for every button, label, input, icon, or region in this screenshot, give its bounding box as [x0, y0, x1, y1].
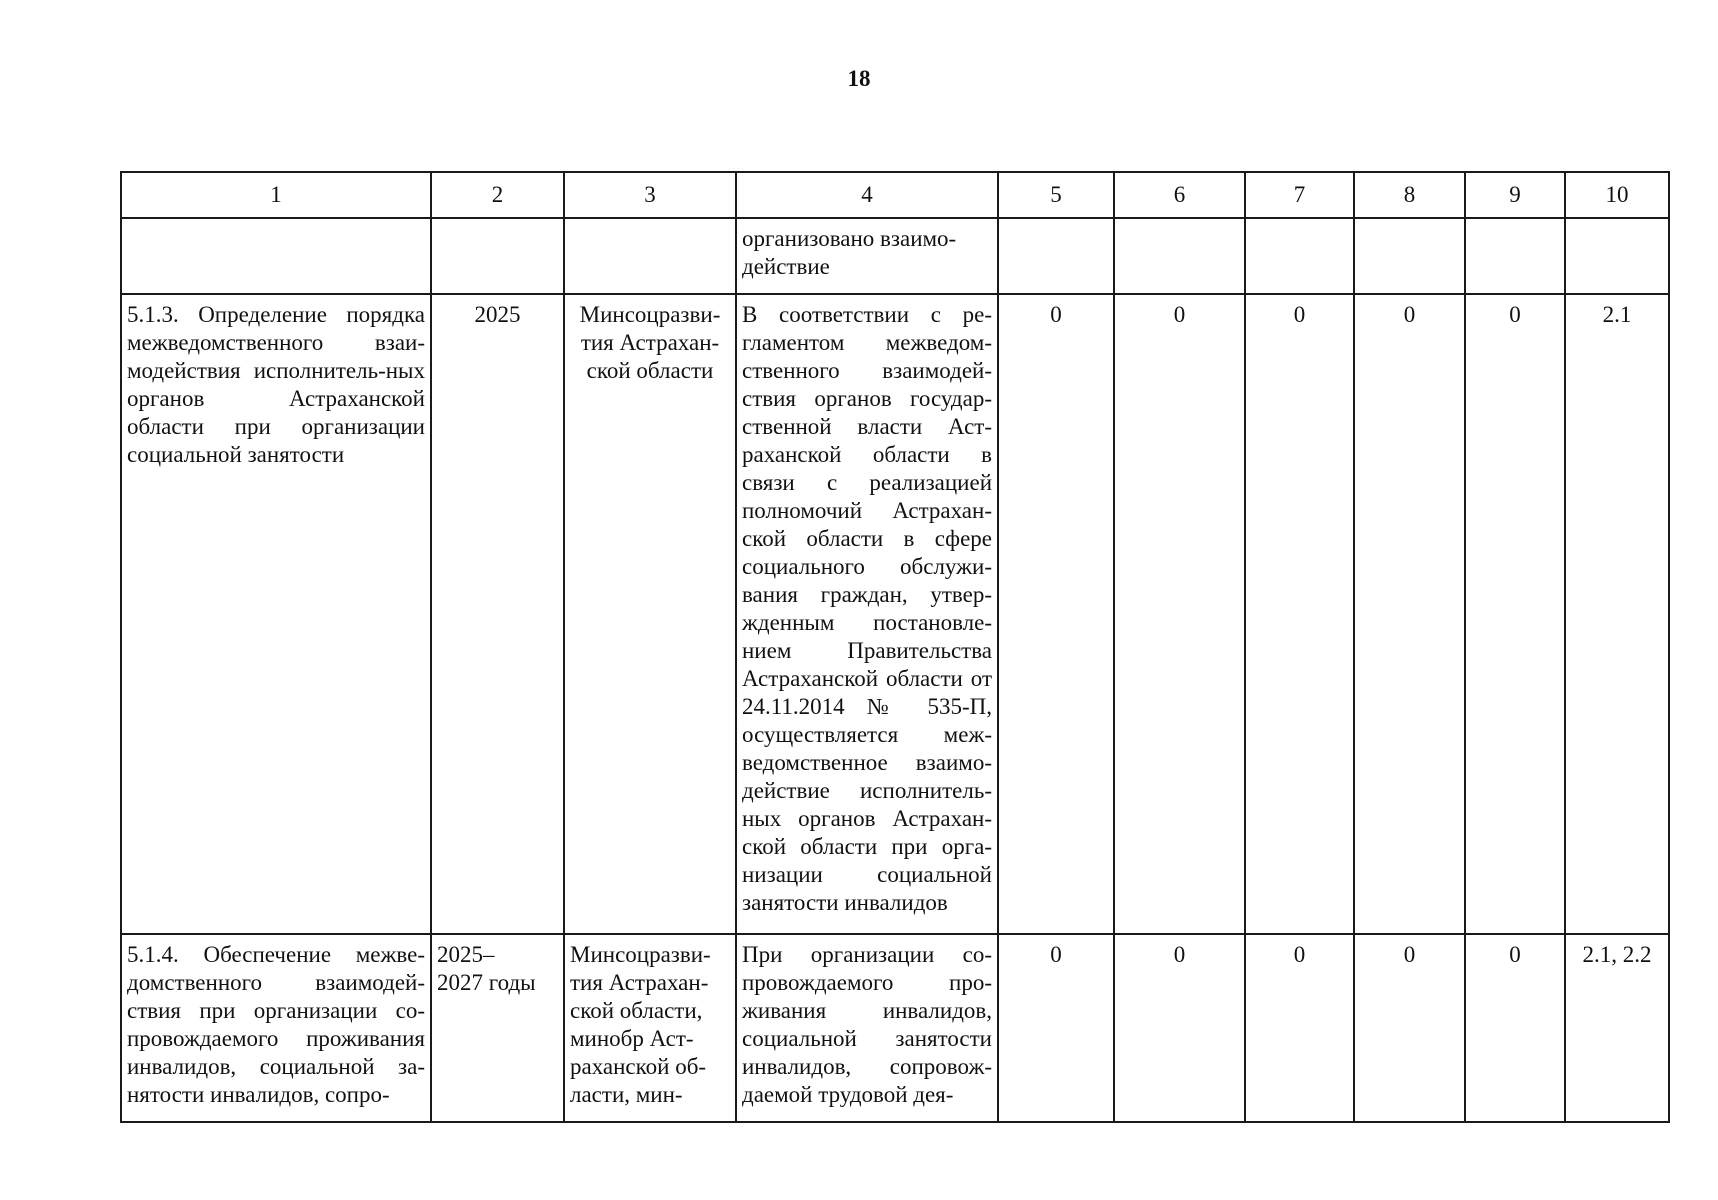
table-cell-result: организовано взаимо- действие — [736, 218, 998, 294]
table-cell-col9: 0 — [1465, 934, 1565, 1122]
column-header-4: 4 — [736, 172, 998, 218]
table-cell-executor: Минсоцразви- тия Астрахан- ской области, минобр Аст- раханской об- ласти, мин- — [564, 934, 736, 1122]
table-row-5-1-4 — [121, 934, 1669, 1122]
table-cell-col9 — [1465, 218, 1565, 294]
column-header-2: 2 — [431, 172, 564, 218]
table-cell-measure: 5.1.3. Определение порядка межведомственного взаи-модействия исполнитель-ных органов Астраханской области при организации социальной занятости — [121, 294, 431, 934]
column-header-6: 6 — [1114, 172, 1245, 218]
table-cell-col9: 0 — [1465, 294, 1565, 934]
table-cell-period: 2025– 2027 годы — [431, 934, 564, 1122]
table-cell-col8: 0 — [1354, 934, 1465, 1122]
table-cell-col7 — [1245, 218, 1354, 294]
column-header-9: 9 — [1465, 172, 1565, 218]
table-cell-col10: 2.1, 2.2 — [1565, 934, 1669, 1122]
table-row-continuation — [121, 218, 1669, 294]
table-cell-col5: 0 — [998, 934, 1114, 1122]
table-cell-col8 — [1354, 218, 1465, 294]
table-cell-period: 2025 — [431, 294, 564, 934]
column-header-1: 1 — [121, 172, 431, 218]
table-cell-col6: 0 — [1114, 934, 1245, 1122]
table-cell-measure: 5.1.4. Обеспечение межве-домственного взаимодей-ствия при организации со-провождаемого проживания инвалидов, социальной за-нятости инвалидов, сопро- — [121, 934, 431, 1122]
measures-table — [120, 171, 1670, 1123]
page-number: 18 — [847, 66, 871, 91]
table-cell-col6: 0 — [1114, 294, 1245, 934]
table-cell-col8: 0 — [1354, 294, 1465, 934]
table-cell-executor: Минсоцразви- тия Астрахан- ской области — [564, 294, 736, 934]
table-cell-col7: 0 — [1245, 934, 1354, 1122]
table-row-5-1-3 — [121, 294, 1669, 934]
table-cell-result: При организации со-провождаемого про-живания инвалидов, социальной занятости инвалидов, сопровож-даемой трудовой дея- — [736, 934, 998, 1122]
column-number-row — [121, 172, 1669, 218]
column-header-3: 3 — [564, 172, 736, 218]
column-header-10: 10 — [1565, 172, 1669, 218]
table-cell-col10 — [1565, 218, 1669, 294]
table-cell-col10: 2.1 — [1565, 294, 1669, 934]
table-cell-col7: 0 — [1245, 294, 1354, 934]
table-cell-measure — [121, 218, 431, 294]
column-header-5: 5 — [998, 172, 1114, 218]
table-cell-period — [431, 218, 564, 294]
column-header-7: 7 — [1245, 172, 1354, 218]
table-cell-col5: 0 — [998, 294, 1114, 934]
table-cell-col6 — [1114, 218, 1245, 294]
table-cell-col5 — [998, 218, 1114, 294]
column-header-8: 8 — [1354, 172, 1465, 218]
table-cell-executor — [564, 218, 736, 294]
table-cell-result: В соответствии с ре-гламентом межведом-ственного взаимодей-ствия органов государ-ственной власти Аст-раханской области в связи с реализацией полномочий Астрахан-ской области в сфере социального обслужи-вания граждан, утвер-жденным постановле-нием Правительства Астраханской области от 24.11.2014 № 535-П, осуществляется меж-ведомственное взаимо-действие исполнитель-ных органов Астрахан-ской области при орга-низации социальной занятости инвалидов — [736, 294, 998, 934]
